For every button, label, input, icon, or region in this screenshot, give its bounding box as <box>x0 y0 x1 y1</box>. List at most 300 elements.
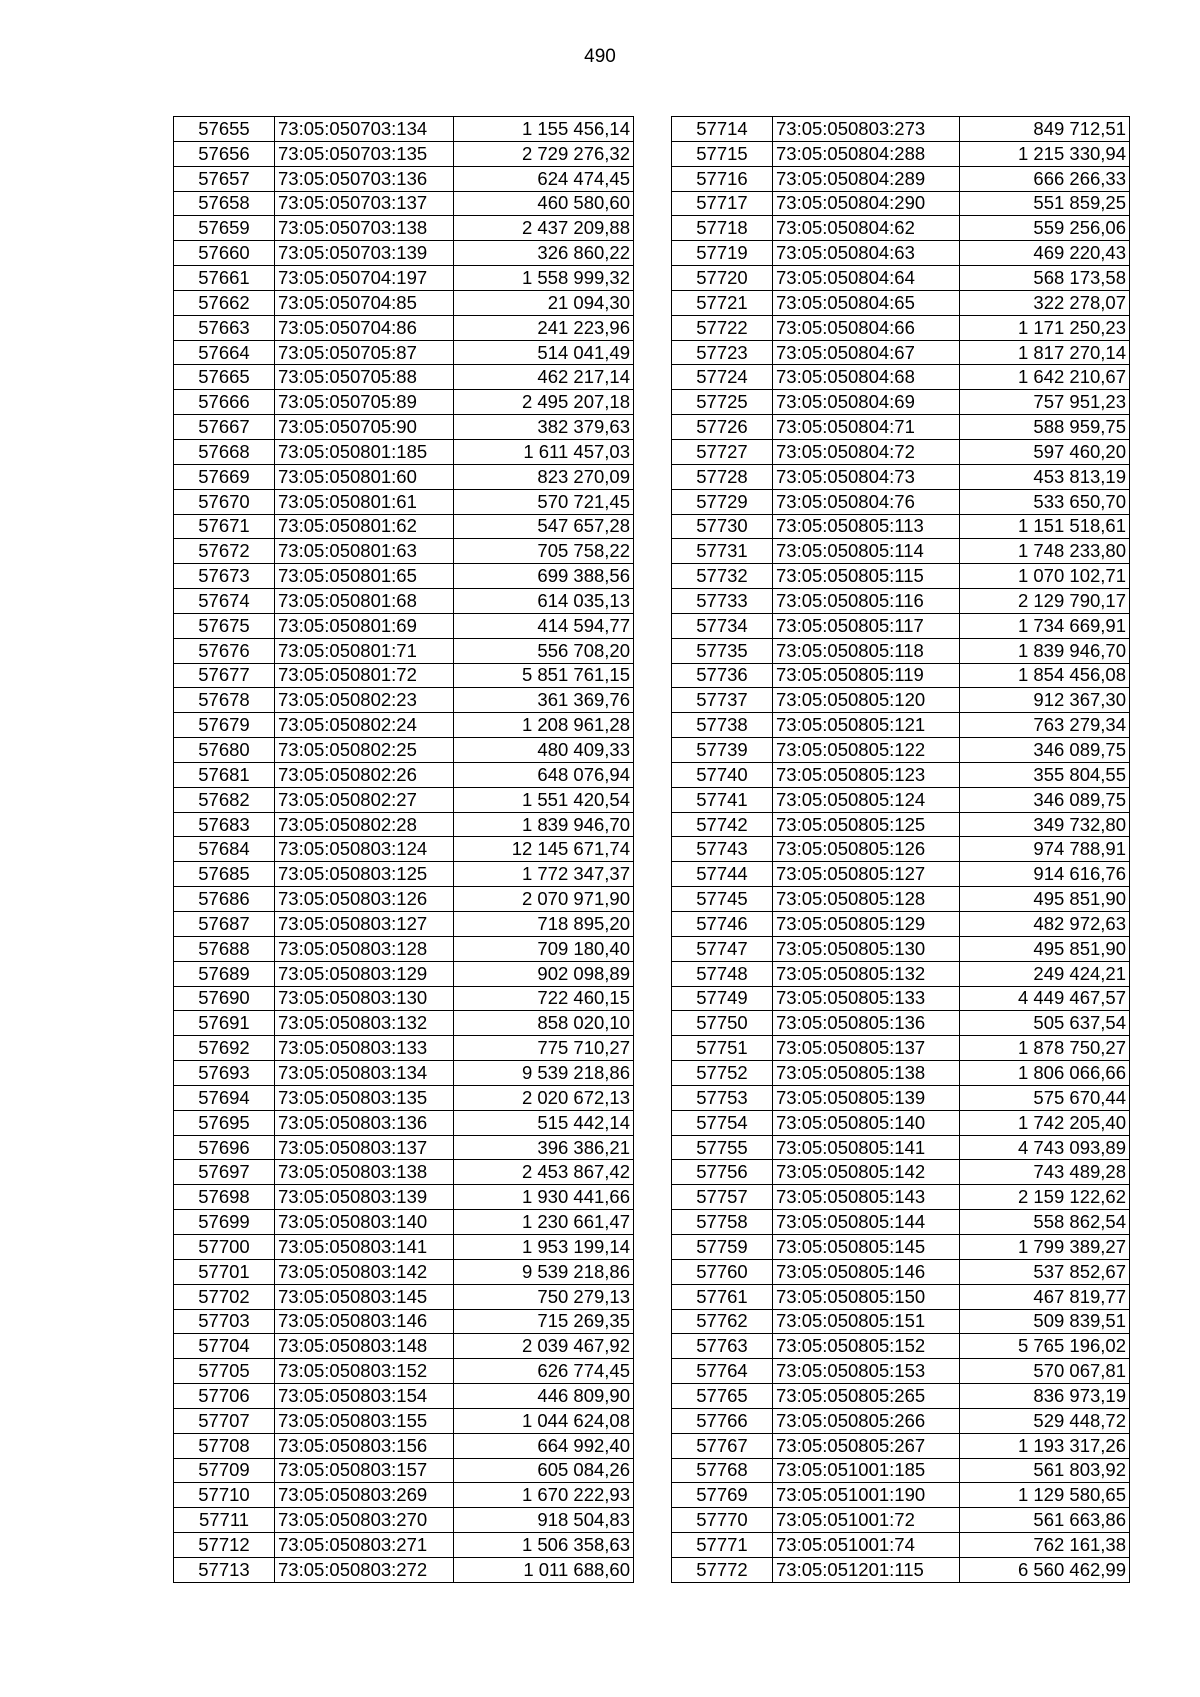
table-row <box>174 340 634 365</box>
cadastral-number-cell: 73:05:050802:27 <box>275 787 454 812</box>
row-number-cell: 57711 <box>174 1508 275 1533</box>
cadastral-number-cell: 73:05:050805:125 <box>773 812 960 837</box>
row-number-cell: 57682 <box>174 787 275 812</box>
value-cell: 556 708,20 <box>454 638 634 663</box>
table-row <box>174 539 634 564</box>
cadastral-number-cell: 73:05:051001:72 <box>773 1508 960 1533</box>
row-number-cell: 57731 <box>672 539 773 564</box>
row-number-cell: 57659 <box>174 216 275 241</box>
table-row <box>174 564 634 589</box>
table-row <box>174 464 634 489</box>
cadastral-number-cell: 73:05:050703:138 <box>275 216 454 241</box>
row-number-cell: 57663 <box>174 315 275 340</box>
value-cell: 1 151 518,61 <box>960 514 1130 539</box>
row-number-cell: 57686 <box>174 887 275 912</box>
cadastral-number-cell: 73:05:051001:74 <box>773 1533 960 1558</box>
table-row <box>672 1359 1130 1384</box>
row-number-cell: 57681 <box>174 762 275 787</box>
cadastral-number-cell: 73:05:050803:138 <box>275 1160 454 1185</box>
table-row <box>672 589 1130 614</box>
table-row <box>672 439 1130 464</box>
cadastral-number-cell: 73:05:050803:124 <box>275 837 454 862</box>
row-number-cell: 57766 <box>672 1408 773 1433</box>
cadastral-number-cell: 73:05:050805:152 <box>773 1334 960 1359</box>
row-number-cell: 57690 <box>174 986 275 1011</box>
table-row <box>174 936 634 961</box>
table-row <box>672 1433 1130 1458</box>
cadastral-number-cell: 73:05:050805:123 <box>773 762 960 787</box>
row-number-cell: 57727 <box>672 439 773 464</box>
cadastral-number-cell: 73:05:050804:289 <box>773 166 960 191</box>
cadastral-number-cell: 73:05:050803:126 <box>275 887 454 912</box>
row-number-cell: 57733 <box>672 589 773 614</box>
table-row <box>174 663 634 688</box>
table-row <box>174 1408 634 1433</box>
value-cell: 918 504,83 <box>454 1508 634 1533</box>
table-row <box>672 1458 1130 1483</box>
row-number-cell: 57700 <box>174 1234 275 1259</box>
value-cell: 537 852,67 <box>960 1259 1130 1284</box>
table-row <box>174 390 634 415</box>
table-row <box>672 514 1130 539</box>
value-cell: 495 851,90 <box>960 887 1130 912</box>
cadastral-number-cell: 73:05:050801:65 <box>275 564 454 589</box>
table-row <box>672 961 1130 986</box>
table-row <box>672 1508 1130 1533</box>
table-row <box>174 1234 634 1259</box>
table-row <box>174 688 634 713</box>
cadastral-number-cell: 73:05:050803:128 <box>275 936 454 961</box>
value-cell: 836 973,19 <box>960 1384 1130 1409</box>
value-cell: 355 804,55 <box>960 762 1130 787</box>
row-number-cell: 57698 <box>174 1185 275 1210</box>
value-cell: 2 495 207,18 <box>454 390 634 415</box>
row-number-cell: 57764 <box>672 1359 773 1384</box>
table-row <box>174 315 634 340</box>
row-number-cell: 57679 <box>174 713 275 738</box>
row-number-cell: 57771 <box>672 1533 773 1558</box>
table-row <box>672 1234 1130 1259</box>
table-row <box>672 613 1130 638</box>
value-cell: 1 011 688,60 <box>454 1557 634 1582</box>
table-row <box>672 539 1130 564</box>
row-number-cell: 57720 <box>672 266 773 291</box>
row-number-cell: 57742 <box>672 812 773 837</box>
cadastral-number-cell: 73:05:050801:63 <box>275 539 454 564</box>
row-number-cell: 57683 <box>174 812 275 837</box>
value-cell: 1 642 210,67 <box>960 365 1130 390</box>
cadastral-number-cell: 73:05:050801:185 <box>275 439 454 464</box>
value-cell: 912 367,30 <box>960 688 1130 713</box>
table-row <box>672 812 1130 837</box>
cadastral-number-cell: 73:05:050802:23 <box>275 688 454 713</box>
row-number-cell: 57736 <box>672 663 773 688</box>
cadastral-number-cell: 73:05:050805:113 <box>773 514 960 539</box>
cadastral-number-cell: 73:05:050805:145 <box>773 1234 960 1259</box>
table-row <box>672 191 1130 216</box>
table-row <box>672 713 1130 738</box>
table-row <box>672 837 1130 862</box>
row-number-cell: 57685 <box>174 862 275 887</box>
table-row <box>174 1458 634 1483</box>
table-row <box>174 1557 634 1582</box>
value-cell: 509 839,51 <box>960 1309 1130 1334</box>
value-cell: 614 035,13 <box>454 589 634 614</box>
cadastral-number-cell: 73:05:050805:150 <box>773 1284 960 1309</box>
row-number-cell: 57767 <box>672 1433 773 1458</box>
cadastral-number-cell: 73:05:050804:68 <box>773 365 960 390</box>
row-number-cell: 57701 <box>174 1259 275 1284</box>
table-row <box>174 141 634 166</box>
value-cell: 1 208 961,28 <box>454 713 634 738</box>
value-cell: 902 098,89 <box>454 961 634 986</box>
row-number-cell: 57748 <box>672 961 773 986</box>
row-number-cell: 57666 <box>174 390 275 415</box>
value-cell: 2 729 276,32 <box>454 141 634 166</box>
cadastral-number-cell: 73:05:050705:88 <box>275 365 454 390</box>
cadastral-number-cell: 73:05:050801:60 <box>275 464 454 489</box>
value-cell: 1 878 750,27 <box>960 1036 1130 1061</box>
row-number-cell: 57761 <box>672 1284 773 1309</box>
cadastral-number-cell: 73:05:050804:67 <box>773 340 960 365</box>
table-row <box>672 290 1130 315</box>
cadastral-number-cell: 73:05:050804:288 <box>773 141 960 166</box>
row-number-cell: 57667 <box>174 415 275 440</box>
value-cell: 559 256,06 <box>960 216 1130 241</box>
table-row <box>672 166 1130 191</box>
value-cell: 1 215 330,94 <box>960 141 1130 166</box>
value-cell: 551 859,25 <box>960 191 1130 216</box>
value-cell: 1 155 456,14 <box>454 117 634 142</box>
row-number-cell: 57657 <box>174 166 275 191</box>
cadastral-number-cell: 73:05:050802:24 <box>275 713 454 738</box>
cadastral-number-cell: 73:05:050801:71 <box>275 638 454 663</box>
table-row <box>672 266 1130 291</box>
value-cell: 460 580,60 <box>454 191 634 216</box>
row-number-cell: 57725 <box>672 390 773 415</box>
cadastral-number-cell: 73:05:050805:127 <box>773 862 960 887</box>
cadastral-number-cell: 73:05:050704:85 <box>275 290 454 315</box>
row-number-cell: 57658 <box>174 191 275 216</box>
table-row <box>174 1284 634 1309</box>
cadastral-number-cell: 73:05:050803:141 <box>275 1234 454 1259</box>
cadastral-number-cell: 73:05:050805:120 <box>773 688 960 713</box>
cadastral-number-cell: 73:05:050804:64 <box>773 266 960 291</box>
cadastral-number-cell: 73:05:050803:272 <box>275 1557 454 1582</box>
table-row <box>174 1309 634 1334</box>
value-cell: 1 551 420,54 <box>454 787 634 812</box>
table-row <box>174 241 634 266</box>
value-cell: 495 851,90 <box>960 936 1130 961</box>
value-cell: 561 803,92 <box>960 1458 1130 1483</box>
table-row <box>174 1533 634 1558</box>
cadastral-number-cell: 73:05:050805:124 <box>773 787 960 812</box>
row-number-cell: 57759 <box>672 1234 773 1259</box>
row-number-cell: 57716 <box>672 166 773 191</box>
value-cell: 624 474,45 <box>454 166 634 191</box>
value-cell: 414 594,77 <box>454 613 634 638</box>
row-number-cell: 57693 <box>174 1061 275 1086</box>
right-table <box>671 116 1130 1583</box>
row-number-cell: 57672 <box>174 539 275 564</box>
table-row <box>174 216 634 241</box>
cadastral-number-cell: 73:05:050803:137 <box>275 1135 454 1160</box>
cadastral-number-cell: 73:05:050803:269 <box>275 1483 454 1508</box>
row-number-cell: 57675 <box>174 613 275 638</box>
row-number-cell: 57688 <box>174 936 275 961</box>
row-number-cell: 57694 <box>174 1085 275 1110</box>
cadastral-number-cell: 73:05:050805:266 <box>773 1408 960 1433</box>
table-row <box>174 290 634 315</box>
table-row <box>672 663 1130 688</box>
row-number-cell: 57677 <box>174 663 275 688</box>
table-row <box>672 1557 1130 1582</box>
row-number-cell: 57721 <box>672 290 773 315</box>
row-number-cell: 57756 <box>672 1160 773 1185</box>
cadastral-number-cell: 73:05:050805:146 <box>773 1259 960 1284</box>
table-row <box>672 1533 1130 1558</box>
value-cell: 2 159 122,62 <box>960 1185 1130 1210</box>
cadastral-number-cell: 73:05:050805:143 <box>773 1185 960 1210</box>
row-number-cell: 57765 <box>672 1384 773 1409</box>
row-number-cell: 57726 <box>672 415 773 440</box>
table-row <box>672 1160 1130 1185</box>
value-cell: 568 173,58 <box>960 266 1130 291</box>
left-table-body <box>174 117 634 1583</box>
cadastral-number-cell: 73:05:050803:142 <box>275 1259 454 1284</box>
table-row <box>174 887 634 912</box>
value-cell: 597 460,20 <box>960 439 1130 464</box>
table-row <box>672 1284 1130 1309</box>
table-row <box>174 912 634 937</box>
row-number-cell: 57705 <box>174 1359 275 1384</box>
value-cell: 482 972,63 <box>960 912 1130 937</box>
row-number-cell: 57753 <box>672 1085 773 1110</box>
value-cell: 462 217,14 <box>454 365 634 390</box>
table-row <box>174 762 634 787</box>
table-row <box>174 1110 634 1135</box>
cadastral-number-cell: 73:05:050805:132 <box>773 961 960 986</box>
cadastral-number-cell: 73:05:050803:157 <box>275 1458 454 1483</box>
table-row <box>672 787 1130 812</box>
value-cell: 322 278,07 <box>960 290 1130 315</box>
value-cell: 1 854 456,08 <box>960 663 1130 688</box>
table-row <box>174 862 634 887</box>
cadastral-number-cell: 73:05:050803:148 <box>275 1334 454 1359</box>
table-row <box>174 1384 634 1409</box>
row-number-cell: 57678 <box>174 688 275 713</box>
cadastral-number-cell: 73:05:050703:137 <box>275 191 454 216</box>
row-number-cell: 57729 <box>672 489 773 514</box>
cadastral-number-cell: 73:05:050805:122 <box>773 738 960 763</box>
value-cell: 823 270,09 <box>454 464 634 489</box>
row-number-cell: 57754 <box>672 1110 773 1135</box>
value-cell: 2 437 209,88 <box>454 216 634 241</box>
cadastral-number-cell: 73:05:050803:155 <box>275 1408 454 1433</box>
value-cell: 666 266,33 <box>960 166 1130 191</box>
row-number-cell: 57734 <box>672 613 773 638</box>
row-number-cell: 57707 <box>174 1408 275 1433</box>
value-cell: 21 094,30 <box>454 290 634 315</box>
table-row <box>672 489 1130 514</box>
table-row <box>672 1135 1130 1160</box>
value-cell: 763 279,34 <box>960 713 1130 738</box>
value-cell: 1 799 389,27 <box>960 1234 1130 1259</box>
cadastral-number-cell: 73:05:050805:129 <box>773 912 960 937</box>
table-row <box>174 1259 634 1284</box>
table-row <box>174 489 634 514</box>
cadastral-number-cell: 73:05:050801:62 <box>275 514 454 539</box>
cadastral-number-cell: 73:05:050805:115 <box>773 564 960 589</box>
table-row <box>174 589 634 614</box>
row-number-cell: 57710 <box>174 1483 275 1508</box>
table-row <box>174 266 634 291</box>
table-row <box>672 464 1130 489</box>
row-number-cell: 57747 <box>672 936 773 961</box>
table-row <box>174 1185 634 1210</box>
cadastral-number-cell: 73:05:050803:139 <box>275 1185 454 1210</box>
value-cell: 750 279,13 <box>454 1284 634 1309</box>
row-number-cell: 57749 <box>672 986 773 1011</box>
cadastral-number-cell: 73:05:050801:61 <box>275 489 454 514</box>
table-row <box>174 738 634 763</box>
table-row <box>672 1384 1130 1409</box>
cadastral-number-cell: 73:05:050803:136 <box>275 1110 454 1135</box>
cadastral-number-cell: 73:05:050805:267 <box>773 1433 960 1458</box>
table-row <box>174 514 634 539</box>
row-number-cell: 57665 <box>174 365 275 390</box>
cadastral-number-cell: 73:05:050803:271 <box>275 1533 454 1558</box>
value-cell: 469 220,43 <box>960 241 1130 266</box>
table-row <box>672 688 1130 713</box>
value-cell: 858 020,10 <box>454 1011 634 1036</box>
row-number-cell: 57732 <box>672 564 773 589</box>
value-cell: 1 129 580,65 <box>960 1483 1130 1508</box>
table-row <box>174 986 634 1011</box>
cadastral-number-cell: 73:05:050805:126 <box>773 837 960 862</box>
cadastral-number-cell: 73:05:050805:142 <box>773 1160 960 1185</box>
cadastral-number-cell: 73:05:050805:114 <box>773 539 960 564</box>
value-cell: 480 409,33 <box>454 738 634 763</box>
value-cell: 547 657,28 <box>454 514 634 539</box>
cadastral-number-cell: 73:05:050804:76 <box>773 489 960 514</box>
row-number-cell: 57723 <box>672 340 773 365</box>
cadastral-number-cell: 73:05:050805:128 <box>773 887 960 912</box>
cadastral-number-cell: 73:05:050805:118 <box>773 638 960 663</box>
table-row <box>174 812 634 837</box>
row-number-cell: 57751 <box>672 1036 773 1061</box>
value-cell: 533 650,70 <box>960 489 1130 514</box>
value-cell: 1 953 199,14 <box>454 1234 634 1259</box>
cadastral-number-cell: 73:05:050804:62 <box>773 216 960 241</box>
value-cell: 2 039 467,92 <box>454 1334 634 1359</box>
table-row <box>672 390 1130 415</box>
table-row <box>672 1408 1130 1433</box>
table-row <box>174 1135 634 1160</box>
value-cell: 1 839 946,70 <box>960 638 1130 663</box>
value-cell: 515 442,14 <box>454 1110 634 1135</box>
value-cell: 709 180,40 <box>454 936 634 961</box>
value-cell: 346 089,75 <box>960 738 1130 763</box>
table-row <box>174 117 634 142</box>
table-row <box>174 1334 634 1359</box>
cadastral-number-cell: 73:05:050803:156 <box>275 1433 454 1458</box>
row-number-cell: 57687 <box>174 912 275 937</box>
row-number-cell: 57668 <box>174 439 275 464</box>
table-row <box>672 738 1130 763</box>
table-row <box>174 713 634 738</box>
value-cell: 1 772 347,37 <box>454 862 634 887</box>
value-cell: 775 710,27 <box>454 1036 634 1061</box>
cadastral-number-cell: 73:05:050805:136 <box>773 1011 960 1036</box>
value-cell: 575 670,44 <box>960 1085 1130 1110</box>
table-row <box>174 1160 634 1185</box>
row-number-cell: 57762 <box>672 1309 773 1334</box>
value-cell: 570 067,81 <box>960 1359 1130 1384</box>
cadastral-number-cell: 73:05:050805:153 <box>773 1359 960 1384</box>
cadastral-number-cell: 73:05:050804:73 <box>773 464 960 489</box>
cadastral-number-cell: 73:05:050703:136 <box>275 166 454 191</box>
value-cell: 446 809,90 <box>454 1384 634 1409</box>
table-row <box>174 837 634 862</box>
row-number-cell: 57684 <box>174 837 275 862</box>
row-number-cell: 57702 <box>174 1284 275 1309</box>
cadastral-number-cell: 73:05:050802:28 <box>275 812 454 837</box>
table-row <box>174 191 634 216</box>
row-number-cell: 57671 <box>174 514 275 539</box>
table-row <box>672 141 1130 166</box>
cadastral-number-cell: 73:05:050703:135 <box>275 141 454 166</box>
table-row <box>672 1061 1130 1086</box>
cadastral-number-cell: 73:05:050801:68 <box>275 589 454 614</box>
value-cell: 505 637,54 <box>960 1011 1130 1036</box>
table-row <box>672 912 1130 937</box>
table-row <box>672 1483 1130 1508</box>
value-cell: 249 424,21 <box>960 961 1130 986</box>
cadastral-number-cell: 73:05:050805:138 <box>773 1061 960 1086</box>
table-row <box>174 787 634 812</box>
value-cell: 1 193 317,26 <box>960 1433 1130 1458</box>
cadastral-number-cell: 73:05:050805:119 <box>773 663 960 688</box>
table-row <box>672 415 1130 440</box>
value-cell: 914 616,76 <box>960 862 1130 887</box>
value-cell: 1 070 102,71 <box>960 564 1130 589</box>
value-cell: 9 539 218,86 <box>454 1061 634 1086</box>
value-cell: 529 448,72 <box>960 1408 1130 1433</box>
value-cell: 396 386,21 <box>454 1135 634 1160</box>
table-row <box>672 862 1130 887</box>
table-row <box>174 365 634 390</box>
cadastral-number-cell: 73:05:050805:133 <box>773 986 960 1011</box>
row-number-cell: 57703 <box>174 1309 275 1334</box>
row-number-cell: 57744 <box>672 862 773 887</box>
value-cell: 1 817 270,14 <box>960 340 1130 365</box>
row-number-cell: 57655 <box>174 117 275 142</box>
cadastral-number-cell: 73:05:050803:154 <box>275 1384 454 1409</box>
cadastral-number-cell: 73:05:050805:140 <box>773 1110 960 1135</box>
cadastral-number-cell: 73:05:051201:115 <box>773 1557 960 1582</box>
table-row <box>672 936 1130 961</box>
value-cell: 1 806 066,66 <box>960 1061 1130 1086</box>
left-table <box>173 116 634 1583</box>
cadastral-number-cell: 73:05:050803:133 <box>275 1036 454 1061</box>
row-number-cell: 57757 <box>672 1185 773 1210</box>
row-number-cell: 57735 <box>672 638 773 663</box>
value-cell: 558 862,54 <box>960 1210 1130 1235</box>
value-cell: 467 819,77 <box>960 1284 1130 1309</box>
table-row <box>672 1085 1130 1110</box>
value-cell: 1 839 946,70 <box>454 812 634 837</box>
